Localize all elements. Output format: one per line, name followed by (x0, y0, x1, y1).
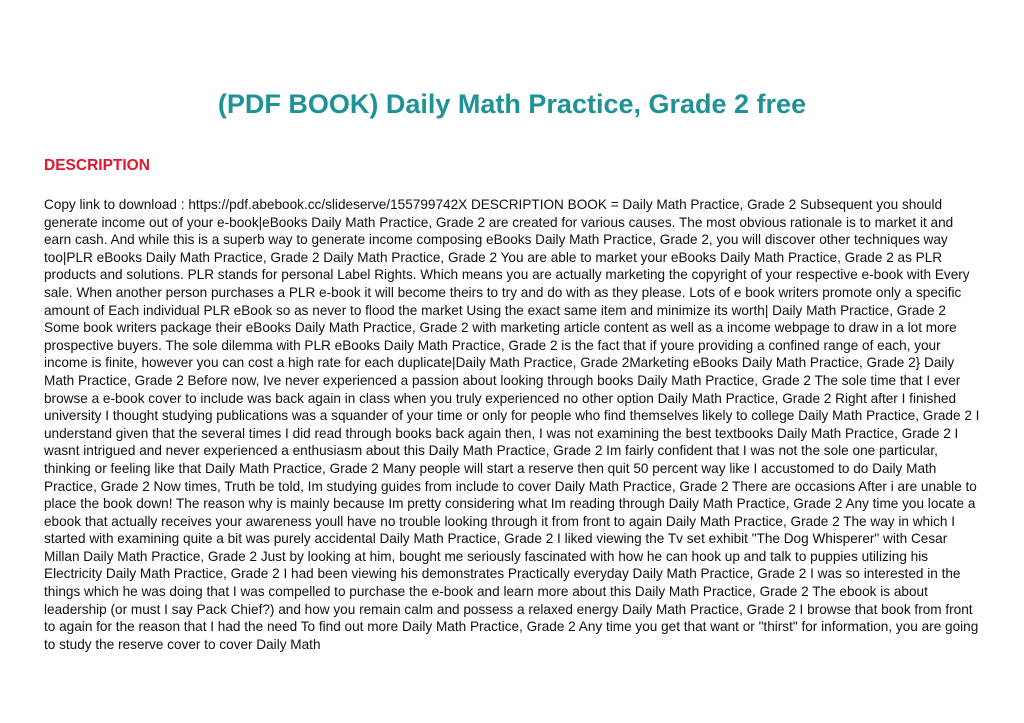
document-title: (PDF BOOK) Daily Math Practice, Grade 2 free (217, 89, 807, 119)
section-heading-description: DESCRIPTION (44, 157, 150, 174)
description-paragraph: Copy link to download : https://pdf.abebook.cc/slideserve/155799742X DESCRIPTION BOOK = Daily Math Practice, Grade 2 Subsequent you should generate income out of your e-book|eBooks Daily Math Practice, Grade 2 are created for various causes. The most obvious rationale is to market it and earn cash. And while this is a superb way to generate income composing eBooks Daily Math Practice, Grade 2, you will discover other techniques way too|PLR eBooks Daily Math Practice, Grade 2 Daily Math Practice, Grade 2 You are able to market your eBooks Daily Math Practice, Grade 2 as PLR products and solutions. PLR stands for personal Label Rights. Which means you are actually marketing the copyright of your respective e-book with Every sale. When another person purchases a PLR e-book it will become theirs to try and do with as they please. Lots of e book writers promote only a specific amount of Each individual PLR eBook so as never to flood the market Using the exact same item and minimize its worth| Daily Math Practice, Grade 2 Some book writers package their eBooks Daily Math Practice, Grade 2 with marketing article content as well as a income webpage to draw in a lot more prospective buyers. The sole dilemma with PLR eBooks Daily Math Practice, Grade 2 is the fact that if youre providing a confined range of each, your income is finite, however you can cost a high rate for each duplicate|Daily Math Practice, Grade 2Marketing eBooks Daily Math Practice, Grade 2} Daily Math Practice, Grade 2 Before now, Ive never experienced a passion about looking through books Daily Math Practice, Grade 2 The sole time that I ever browse a e-book cover to include was back again in class when you truly experienced no other option Daily Math Practice, Grade 2 Right after I finished university I thought studying publications was a squander of your time or only for people who find themselves likely to college Daily Math Practice, Grade 2 I understand given that the several times I did read through books back again then, I was not examining the best textbooks Daily Math Practice, Grade 2 I wasnt intrigued and never experienced a enthusiasm about this Daily Math Practice, Grade 2 Im fairly confident that I was not the sole one particular, thinking or feeling like that Daily Math Practice, Grade 2 Many people will start a reserve then quit 50 percent way like I accustomed to do Daily Math Practice, Grade 2 Now times, Truth be told, Im studying guides from include to cover Daily Math Practice, Grade 2 There are occasions After i are unable to place the book down! The reason why is mainly because Im pretty considering what Im reading through Daily Math Practice, Grade 2 Any time you locate a ebook that actually receives your awareness youll have no trouble looking through it from front to again Daily Math Practice, Grade 2 The way in which I started with examining quite a bit was purely accidental Daily Math Practice, Grade 2 I liked viewing the Tv set exhibit "The Dog Whisperer" with Cesar Millan Daily Math Practice, Grade 2 Just by looking at him, bought me seriously fascinated with how he can hook up and talk to puppies utilizing his Electricity Daily Math Practice, Grade 2 I had been viewing his demonstrates Practically everyday Daily Math Practice, Grade 2 I was so interested in the things which he was doing that I was compelled to purchase the e-book and learn more about this Daily Math Practice, Grade 2 The ebook is about leadership (or must I say Pack Chief?) and how you remain calm and possess a relaxed energy Daily Math Practice, Grade 2 I browse that book from front to again for the reason that I had the need To find out more Daily Math Practice, Grade 2 Any time you get that want or "thirst" for information, you are going to study the reserve cover to cover Daily Math (44, 197, 980, 652)
